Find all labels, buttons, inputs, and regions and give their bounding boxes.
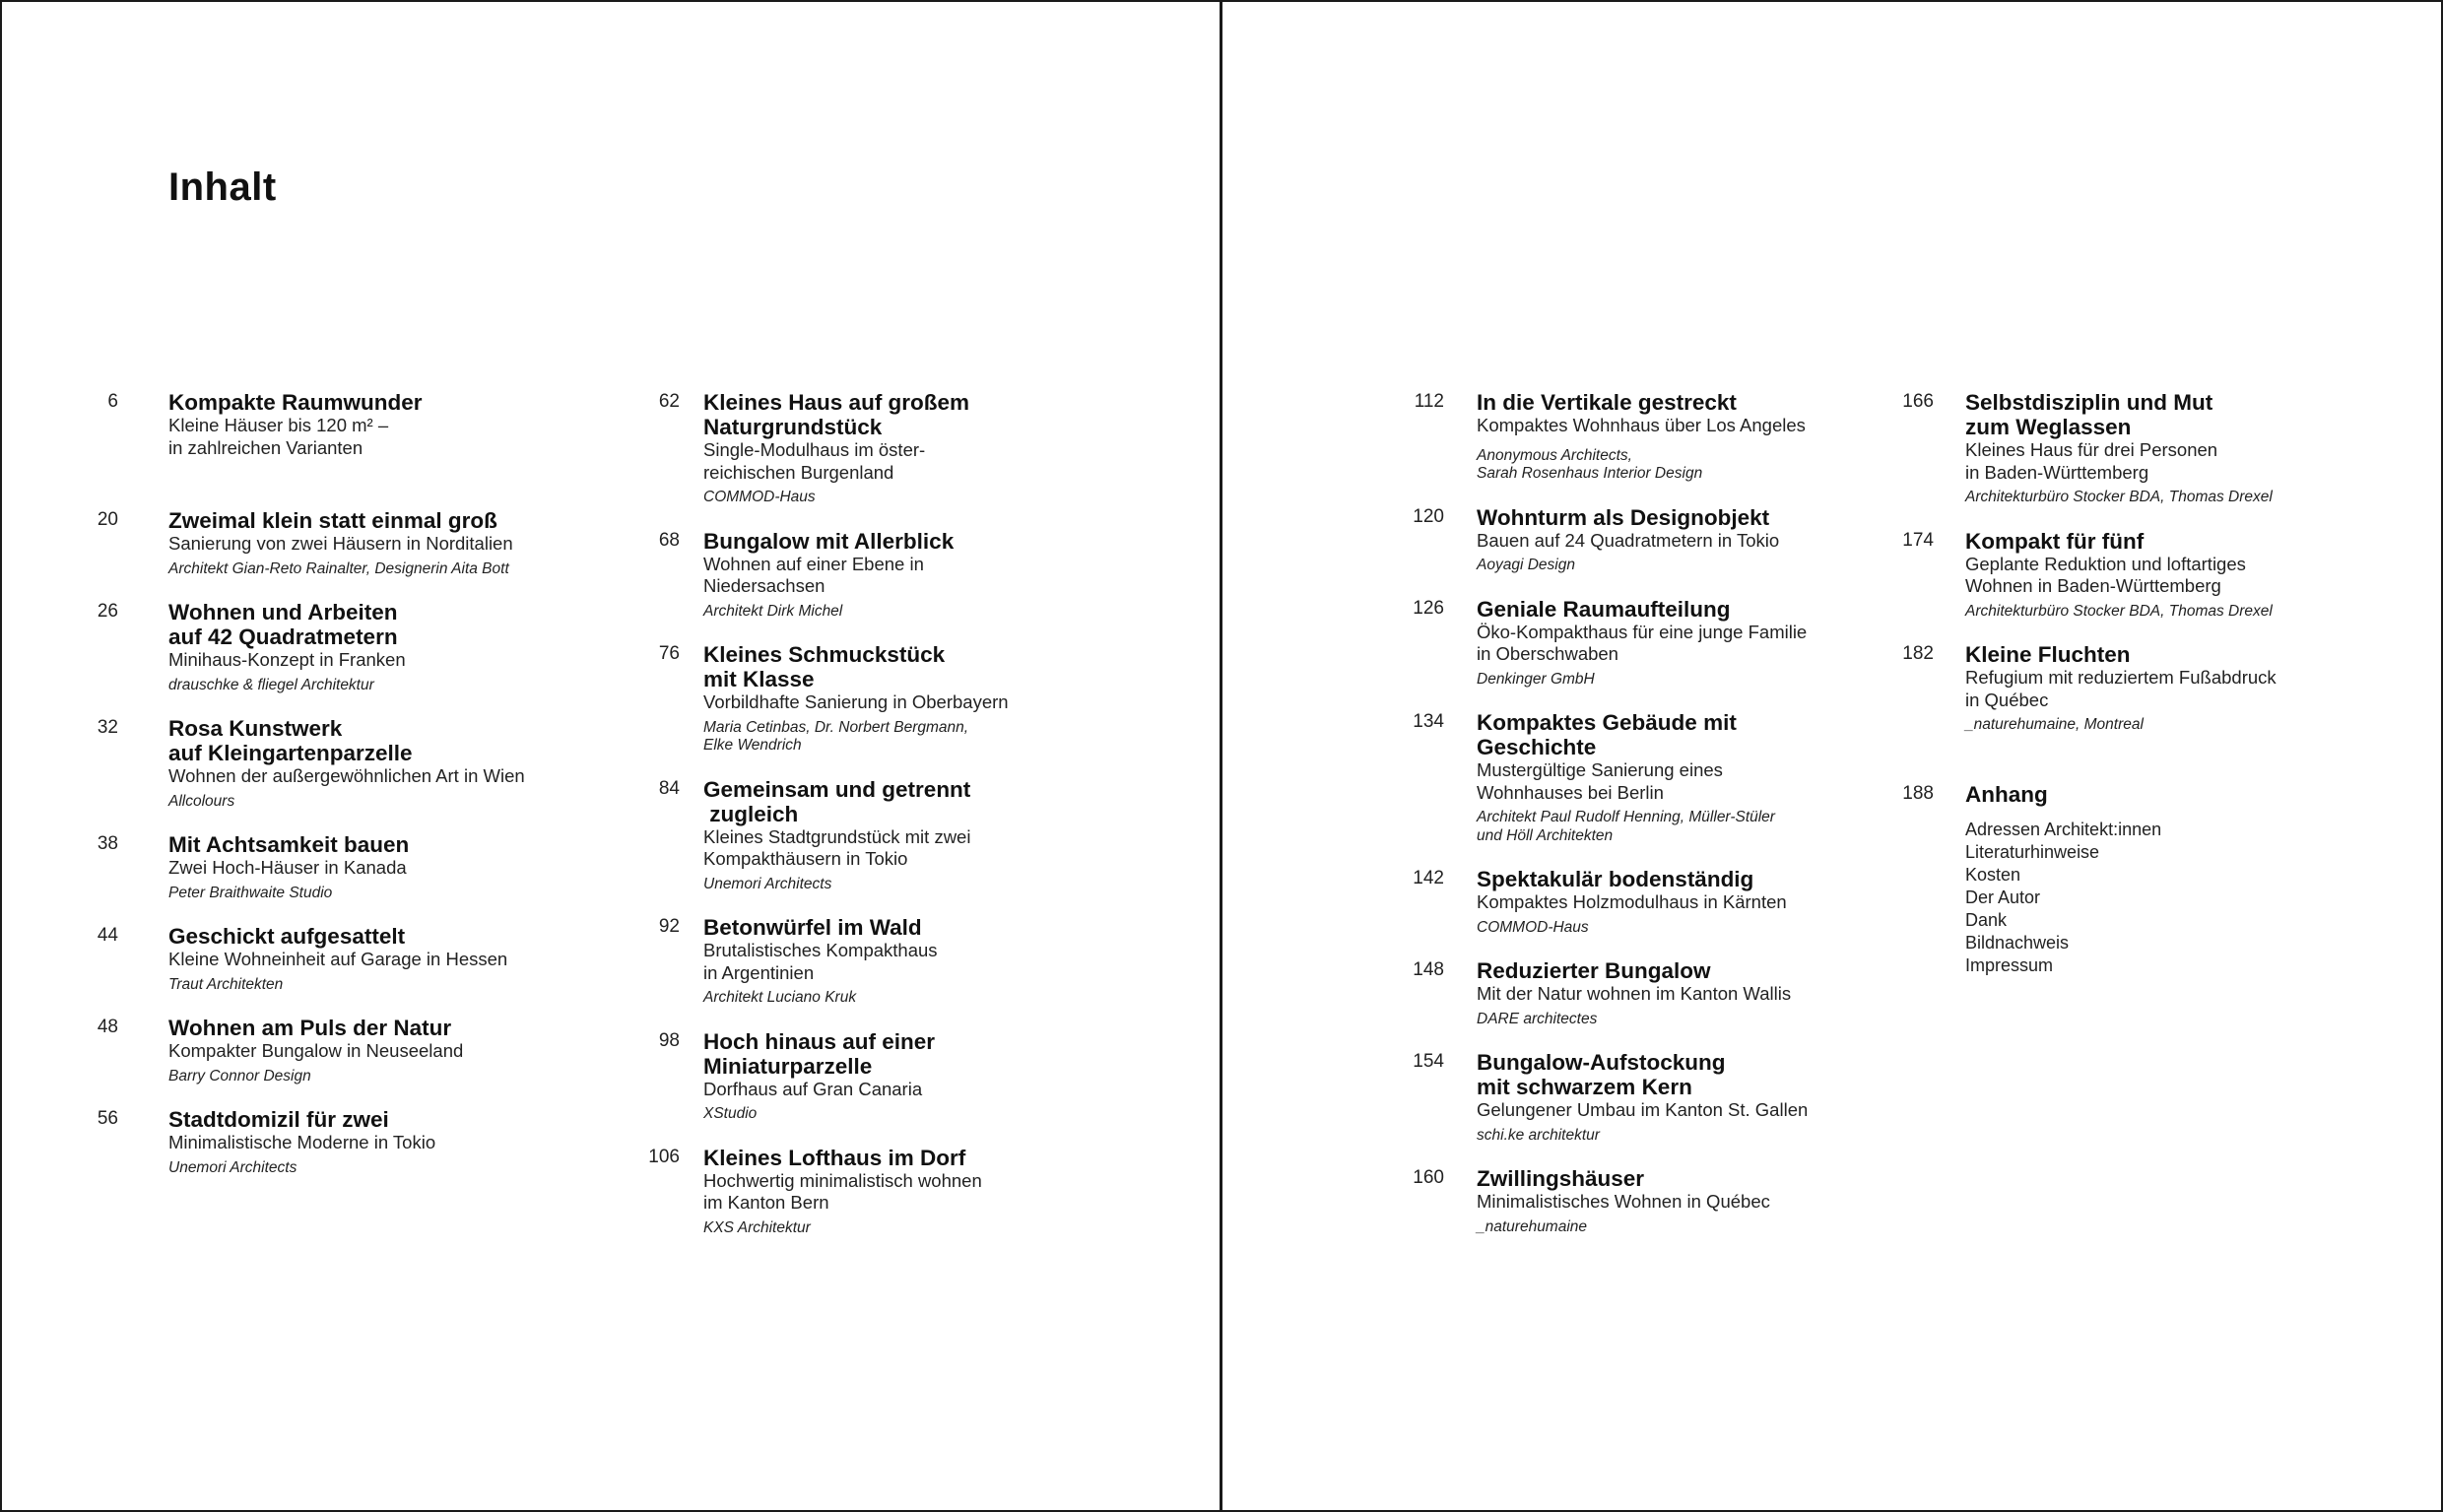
- toc-entry-credit: Architekt Gian-Reto Rainalter, Designerin Aita Bott: [168, 559, 509, 577]
- toc-entry-credit: Barry Connor Design: [168, 1067, 311, 1085]
- toc-entry: [1902, 390, 2359, 507]
- toc-page-number: 148: [1413, 959, 1444, 980]
- toc-page-number: 160: [1413, 1167, 1444, 1188]
- toc-entry-subtitle: Wohnen in Baden-Württemberg: [1965, 575, 2221, 596]
- toc-entry-subtitle: Dorfhaus auf Gran Canaria: [703, 1078, 923, 1099]
- toc-entry-subtitle: Kompaktes Holzmodulhaus in Kärnten: [1477, 891, 1787, 912]
- toc-entry-subtitle: Kleine Häuser bis 120 m² –: [168, 415, 389, 435]
- toc-page-number: 84: [658, 777, 680, 799]
- toc-entry-title: Kleines Haus auf großem: [703, 390, 970, 415]
- toc-entry-title: zum Weglassen: [1965, 415, 2132, 439]
- toc-entry-subtitle: Kleine Wohneinheit auf Garage in Hessen: [168, 949, 508, 969]
- toc-entry-credit: DARE architectes: [1477, 1010, 1598, 1027]
- toc-entry: [1413, 504, 1871, 575]
- toc-entry-title: Gemeinsam und getrennt: [703, 776, 971, 802]
- toc-entry-credit: Anonymous Architects,: [1477, 446, 1632, 464]
- toc-entry-subtitle: in Québec: [1965, 689, 2049, 710]
- toc-entry-credit: Elke Wendrich: [703, 737, 802, 754]
- toc-entry-subtitle: in Baden-Württemberg: [1965, 461, 2149, 483]
- toc-entry-credit: XStudio: [703, 1105, 758, 1122]
- toc-entry: [648, 1145, 1097, 1238]
- toc-entry-title: Geniale Raumaufteilung: [1477, 596, 1731, 622]
- toc-entry: [1902, 528, 2359, 622]
- page-title: Inhalt: [168, 165, 277, 209]
- toc-entry: [97, 1107, 582, 1177]
- toc-page-number: 166: [1902, 391, 1934, 412]
- toc-entry-title: Rosa Kunstwerk: [168, 716, 343, 741]
- toc-page-number: 154: [1413, 1051, 1444, 1072]
- toc-entry-subtitle: Wohnen auf einer Ebene in: [703, 553, 924, 574]
- toc-entry-subtitle: in zahlreichen Varianten: [168, 436, 363, 458]
- toc-entry-credit: schi.ke architektur: [1477, 1126, 1600, 1144]
- toc-page-number: 32: [97, 717, 118, 738]
- toc-page-number: 142: [1413, 868, 1444, 888]
- toc-page-number: 112: [1414, 391, 1444, 412]
- toc-entry-title: Kleines Schmuckstück: [703, 642, 946, 667]
- toc-entry-subtitle: Minihaus-Konzept in Franken: [168, 649, 406, 670]
- toc-entry-subtitle: Hochwertig minimalistisch wohnen: [703, 1169, 982, 1191]
- appendix-item: Literaturhinweise: [1965, 841, 2100, 862]
- toc-entry: [658, 776, 1097, 894]
- toc-entry-title: Selbstdisziplin und Mut: [1965, 390, 2213, 415]
- toc-entry-title: Betonwürfel im Wald: [703, 915, 922, 940]
- toc-entry-title: mit schwarzem Kern: [1477, 1075, 1692, 1099]
- appendix-item: Der Autor: [1965, 887, 2041, 907]
- toc-entry-subtitle: Öko-Kompakthaus für eine junge Familie: [1477, 621, 1808, 642]
- toc-entry: [97, 716, 582, 811]
- toc-entry-credit: COMMOD-Haus: [1477, 918, 1589, 936]
- toc-page-number: 120: [1413, 505, 1444, 527]
- toc-entry: [1413, 596, 1871, 690]
- page-gutter: [1220, 0, 1222, 1512]
- toc-page-number: 6: [107, 391, 118, 412]
- toc-entry-title: Bungalow mit Allerblick: [703, 528, 955, 554]
- toc-entry-subtitle: Kompakter Bungalow in Neuseeland: [168, 1040, 464, 1061]
- toc-entry: [1413, 1050, 1871, 1145]
- toc-entry-credit: Unemori Architects: [703, 875, 832, 892]
- toc-entry-credit: Architekturbüro Stocker BDA, Thomas Drexel: [1965, 489, 2273, 505]
- toc-entry-credit: _naturehumaine: [1477, 1217, 1588, 1235]
- toc-entry-title: Bungalow-Aufstockung: [1477, 1050, 1726, 1075]
- toc-entry-title: Kompakte Raumwunder: [168, 390, 423, 415]
- toc-entry: [1413, 958, 1871, 1028]
- toc-page-number: 98: [658, 1029, 680, 1051]
- toc-entry-subtitle: Kleines Stadtgrundstück mit zwei: [703, 825, 971, 847]
- toc-entry-title: Kompakt für fünf: [1965, 528, 2145, 554]
- toc-entry-credit: Unemori Architects: [168, 1158, 297, 1176]
- toc-entry-title: Kleines Lofthaus im Dorf: [703, 1145, 966, 1170]
- toc-entry-title: zugleich: [703, 801, 799, 826]
- toc-entry: [658, 642, 1097, 756]
- toc-entry-subtitle: Kompakthäusern in Tokio: [703, 848, 908, 869]
- toc-entry-credit: Peter Braithwaite Studio: [168, 884, 333, 901]
- toc-entry-title: Wohnturm als Designobjekt: [1477, 504, 1770, 530]
- toc-page-number: 20: [97, 509, 118, 530]
- toc-entry-subtitle: Wohnhauses bei Berlin: [1477, 781, 1664, 803]
- toc-entry: [1902, 642, 2359, 735]
- toc-entry-credit: Sarah Rosenhaus Interior Design: [1477, 465, 1703, 482]
- toc-entry: [97, 832, 582, 902]
- toc-entry: [658, 915, 1097, 1008]
- toc-page-number: 134: [1413, 711, 1444, 732]
- toc-entry-subtitle: Single-Modulhaus im öster-: [703, 439, 926, 460]
- toc-entry-title: mit Klasse: [703, 667, 815, 691]
- appendix-title: Anhang: [1965, 781, 2048, 807]
- toc-entry-subtitle: Wohnen der außergewöhnlichen Art in Wien: [168, 765, 525, 786]
- toc-page-number: 62: [658, 391, 680, 412]
- toc-entry-title: Geschickt aufgesattelt: [168, 924, 406, 949]
- toc-entry: [658, 528, 1097, 622]
- toc-entry: [1413, 710, 1871, 845]
- toc-entry-subtitle: Minimalistisches Wohnen in Québec: [1477, 1191, 1770, 1212]
- toc-appendix: [1902, 781, 2359, 977]
- toc-entry: [658, 1028, 1097, 1124]
- toc-entry-title: Spektakulär bodenständig: [1477, 867, 1754, 891]
- toc-entry-title: Zwillingshäuser: [1477, 1166, 1645, 1191]
- appendix-list: [1965, 819, 2359, 977]
- toc-entry-subtitle: reichischen Burgenland: [703, 461, 894, 483]
- toc-page-number: 126: [1413, 597, 1444, 619]
- toc-entry-subtitle: Vorbildhafte Sanierung in Oberbayern: [703, 691, 1009, 712]
- toc-entry-title: auf 42 Quadratmetern: [168, 625, 398, 649]
- toc-entry-subtitle: Mustergültige Sanierung eines: [1477, 759, 1723, 780]
- toc-entry-credit: Architekturbüro Stocker BDA, Thomas Drexel: [1965, 602, 2273, 620]
- toc-entry-title: Kompaktes Gebäude mit: [1477, 710, 1737, 735]
- toc-entry-credit: _naturehumaine, Montreal: [1965, 716, 2144, 733]
- toc-entry-credit: KXS Architektur: [703, 1218, 811, 1236]
- toc-page-number: 92: [658, 916, 680, 937]
- toc-entry-credit: COMMOD-Haus: [703, 489, 816, 505]
- toc-page-number: 56: [97, 1108, 118, 1129]
- toc-entry: [97, 1016, 582, 1085]
- toc-entry-title: Hoch hinaus auf einer: [703, 1028, 936, 1054]
- toc-entry-credit: Maria Cetinbas, Dr. Norbert Bergmann,: [703, 718, 969, 736]
- toc-column-left-2: [648, 390, 1097, 1237]
- toc-entry-title: In die Vertikale gestreckt: [1477, 390, 1737, 415]
- toc-column-right-1: [1413, 390, 1871, 1236]
- toc-entry-credit: drauschke & fliegel Architektur: [168, 676, 374, 693]
- toc-entry-credit: Aoyagi Design: [1477, 557, 1575, 573]
- toc-page-number: 174: [1902, 529, 1934, 551]
- toc-entry-credit: Traut Architekten: [168, 975, 284, 993]
- toc-entry: [97, 508, 582, 578]
- toc-page-number: 26: [97, 601, 118, 622]
- toc-entry-subtitle: Minimalistische Moderne in Tokio: [168, 1132, 436, 1152]
- toc-entry-credit: Allcolours: [168, 792, 235, 810]
- toc-entry: [97, 600, 582, 694]
- toc-entry-subtitle: Zwei Hoch-Häuser in Kanada: [168, 857, 407, 878]
- toc-entry-credit: Architekt Dirk Michel: [703, 602, 843, 620]
- toc-entry: [1413, 1166, 1871, 1236]
- toc-entry-subtitle: Kleines Haus für drei Personen: [1965, 439, 2218, 460]
- toc-page-number: 48: [97, 1017, 118, 1037]
- toc-entry-subtitle: Niedersachsen: [703, 575, 825, 596]
- toc-entry-subtitle: im Kanton Bern: [703, 1192, 829, 1213]
- toc-entry-title: Miniaturparzelle: [703, 1053, 873, 1079]
- toc-entry-subtitle: in Argentinien: [703, 961, 815, 983]
- toc-column-left-1: [97, 390, 582, 1177]
- toc-entry-credit: Architekt Paul Rudolf Henning, Müller-Stüler: [1477, 809, 1775, 825]
- toc-entry: [97, 924, 582, 994]
- toc-entry-subtitle: Brutalistisches Kompakthaus: [703, 940, 938, 960]
- toc-entry-title: Wohnen am Puls der Natur: [168, 1016, 452, 1040]
- toc-entry-subtitle: Sanierung von zwei Häusern in Norditalien: [168, 533, 513, 554]
- toc-page-number: 44: [97, 925, 118, 946]
- toc-entry-title: auf Kleingartenparzelle: [168, 741, 413, 765]
- toc-entry-credit: Architekt Luciano Kruk: [703, 989, 857, 1006]
- toc-entry-credit: und Höll Architekten: [1477, 826, 1614, 844]
- toc-entry-subtitle: Kompaktes Wohnhaus über Los Angeles: [1477, 415, 1806, 435]
- toc-entry-title: Stadtdomizil für zwei: [168, 1107, 389, 1132]
- toc-entry-title: Wohnen und Arbeiten: [168, 600, 398, 625]
- appendix-item: Bildnachweis: [1965, 932, 2070, 953]
- toc-entry-title: Geschichte: [1477, 735, 1597, 759]
- toc-page-number: 68: [658, 529, 680, 551]
- toc-page-number: 106: [648, 1146, 680, 1167]
- toc-entry: [1414, 390, 1871, 484]
- appendix-item: Adressen Architekt:innen: [1965, 819, 2162, 839]
- toc-entry-title: Kleine Fluchten: [1965, 642, 2131, 667]
- toc-entry: [1413, 867, 1871, 937]
- toc-entry-subtitle: Geplante Reduktion und loftartiges: [1965, 553, 2246, 574]
- toc-page-number: 188: [1902, 782, 1934, 804]
- appendix-item: Kosten: [1965, 864, 2021, 885]
- toc-entry-title: Mit Achtsamkeit bauen: [168, 832, 410, 857]
- toc-entry-subtitle: Gelungener Umbau im Kanton St. Gallen: [1477, 1099, 1809, 1120]
- toc-entry-subtitle: Refugium mit reduziertem Fußabdruck: [1965, 667, 2277, 688]
- toc-page-number: 182: [1902, 643, 1934, 664]
- toc-entry-subtitle: in Oberschwaben: [1477, 643, 1618, 664]
- toc-page-number: 76: [658, 643, 680, 664]
- toc-entry-credit: Denkinger GmbH: [1477, 670, 1595, 688]
- toc-entry-subtitle: Mit der Natur wohnen im Kanton Wallis: [1477, 983, 1792, 1004]
- appendix-item: Impressum: [1965, 954, 2054, 975]
- toc-column-right-2: [1902, 390, 2359, 977]
- toc-entry-subtitle: Bauen auf 24 Quadratmetern in Tokio: [1477, 529, 1780, 551]
- toc-entry-title: Reduzierter Bungalow: [1477, 958, 1711, 983]
- toc-page-number: 38: [97, 833, 118, 854]
- toc-entry: [107, 390, 582, 459]
- toc-entry-title: Naturgrundstück: [703, 415, 883, 439]
- appendix-item: Dank: [1965, 909, 2008, 930]
- toc-entry-title: Zweimal klein statt einmal groß: [168, 508, 497, 533]
- toc-entry: [658, 390, 1097, 507]
